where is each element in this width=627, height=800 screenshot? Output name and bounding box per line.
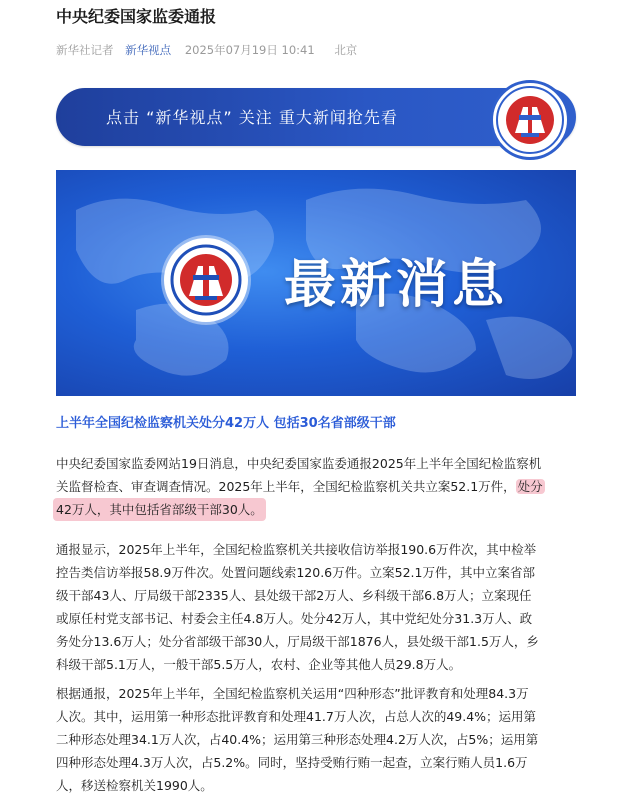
paragraph-line: 务处分13.6万人；处分省部级干部30人，厅局级干部1876人，县处级干部1.5万人，乡 [56, 634, 539, 649]
paragraph-line: 四种形态处理4.3万人次，占5.2%。同时，坚持受贿行贿一起查，立案行贿人员1.6万 [56, 755, 528, 770]
paragraph-line: 级干部43人、厅局级干部2335人、县处级干部2万人、乡科级干部6.8万人；立案现任 [56, 588, 532, 603]
paragraph-line: 或原任村党支部书记、村委会主任4.8万人。处分42万人，其中党纪处分31.3万人、政 [56, 611, 533, 626]
highlighted-text: 处分 [517, 479, 543, 494]
paragraph-text: 关监督检查、审查调查情况。2025年上半年，全国纪检监察机关共立案52.1万件， [56, 479, 516, 494]
publish-datetime: 2025年07月19日 10:41 [184, 43, 315, 57]
author: 新华社记者 [56, 43, 114, 57]
paragraph-2 [56, 538, 596, 676]
paragraph-line: 科级干部5.1万人，一般干部5.5万人，农村、企业等其他人员29.8万人。 [56, 657, 462, 672]
article-headline: 上半年全国纪检监察机关处分42万人 包括30名省部级干部 [56, 416, 396, 431]
channel-link[interactable]: 新华视点 [125, 43, 172, 57]
paragraph-line: 二种形态处理34.1万人次，占40.4%；运用第三种形态处理4.2万人次，占5%；运用第 [56, 732, 539, 747]
follow-promo-banner[interactable] [56, 88, 576, 146]
promo-text: 点击 “新华视点” 关注 重大新闻抢先看 [106, 108, 398, 127]
paragraph-line: 中央纪委国家监委网站19日消息，中央纪委国家监委通报2025年上半年全国纪检监察机 [56, 456, 542, 471]
location: 北京 [334, 43, 358, 57]
paragraph-3 [56, 682, 596, 797]
paragraph-line [56, 475, 596, 498]
paragraph-line: 人次。其中，运用第一种形态批评教育和处理41.7万人次，占总人次的49.4%；运用第 [56, 709, 537, 724]
xinhua-logo-icon [164, 238, 248, 322]
hero-title: 最新消息 [284, 255, 509, 315]
xinhua-logo-icon [490, 80, 570, 160]
paragraph-1 [56, 452, 596, 521]
article-meta [56, 42, 357, 58]
paragraph-line [56, 498, 596, 521]
paragraph-line: 控告类信访举报58.9万件次。处置问题线索120.6万件。立案52.1万件，其中立案省部 [56, 565, 535, 580]
article-title: 中央纪委国家监委通报 [56, 7, 217, 26]
highlighted-text: 42万人，其中包括省部级干部30人。 [53, 498, 266, 521]
paragraph-line: 人，移送检察机关1990人。 [56, 778, 213, 793]
hero-banner [56, 170, 576, 396]
paragraph-line: 根据通报，2025年上半年，全国纪检监察机关运用“四种形态”批评教育和处理84.3万 [56, 686, 529, 701]
paragraph-line: 通报显示，2025年上半年，全国纪检监察机关共接收信访举报190.6万件次，其中检举 [56, 542, 537, 557]
